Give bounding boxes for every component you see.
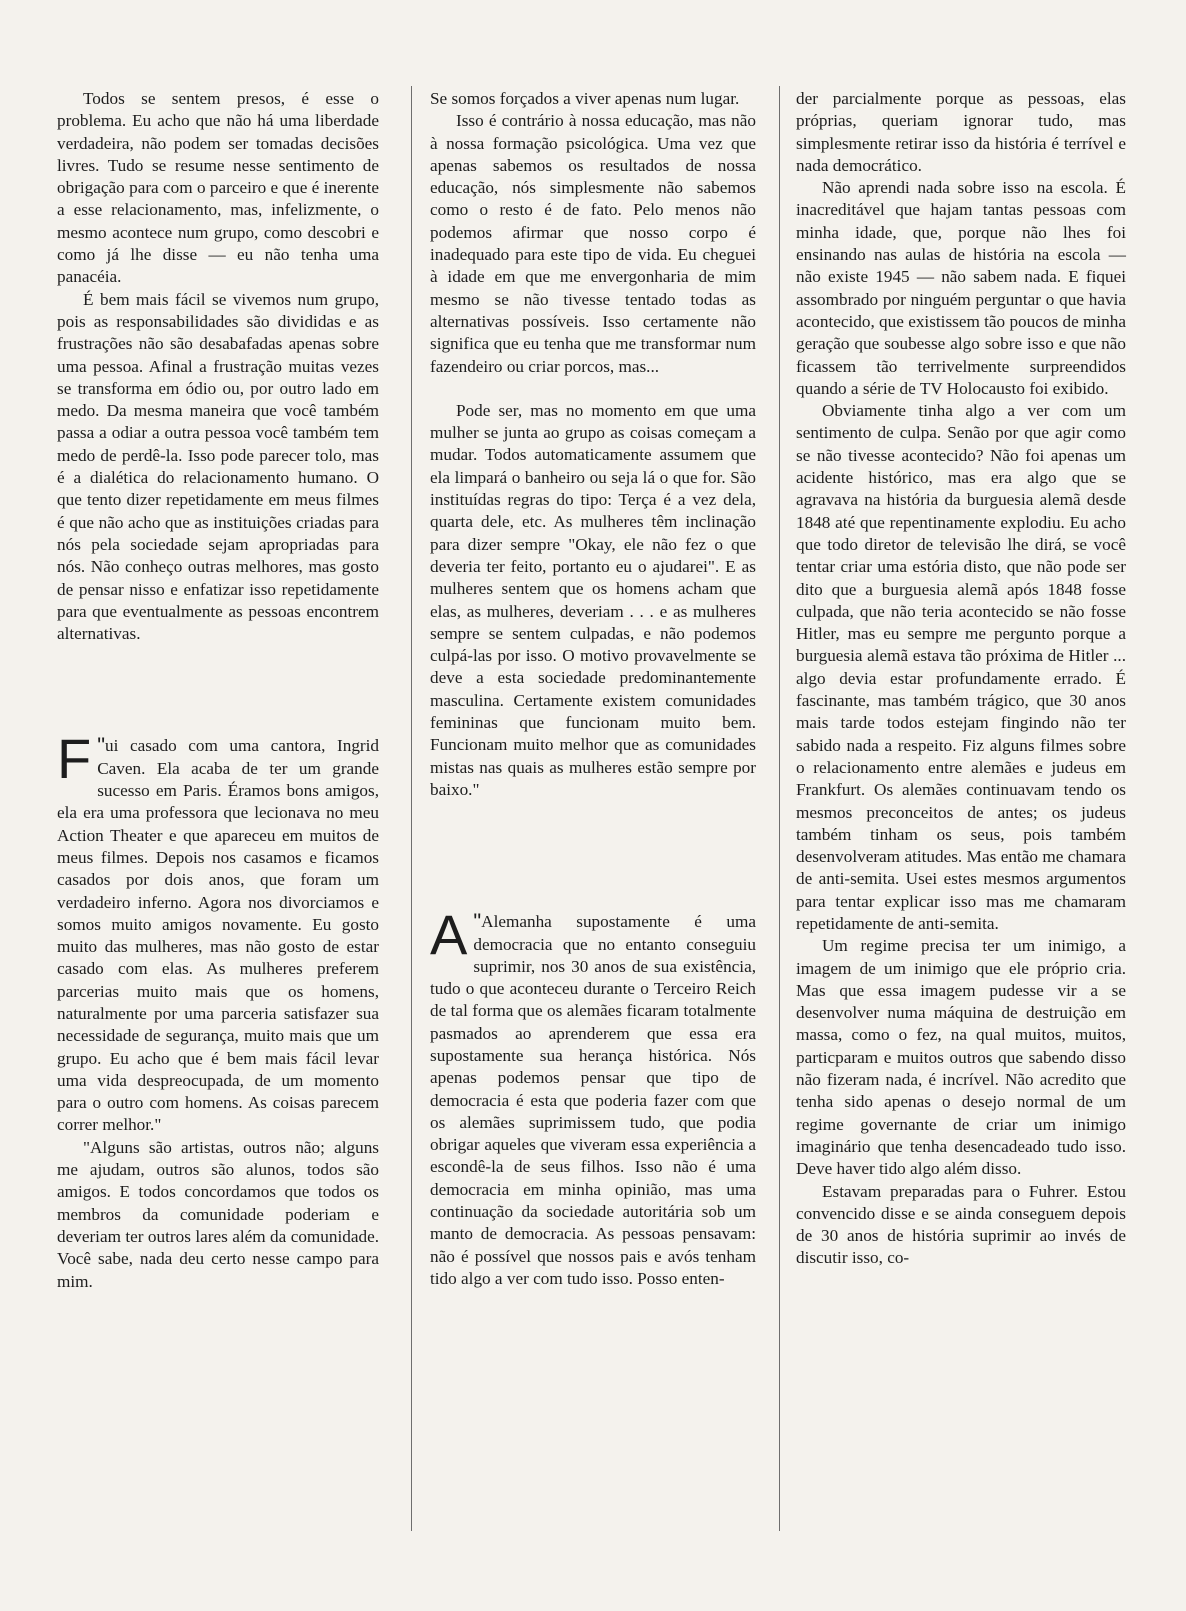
opening-quote-mark: " bbox=[473, 909, 482, 935]
text-column-2 bbox=[430, 88, 756, 1290]
text-column-1 bbox=[57, 88, 379, 1293]
column-divider-left bbox=[411, 86, 412, 1531]
paragraph: Obviamente tinha algo a ver com um sentimento de culpa. Senão por que agir como se não tivesse acontecido? Não foi apenas um acidente histórico, mas era algo que se agravava na história da burguesia alemã desde 1848 até que repentinamente explodiu. Eu acho que todo diretor de televisão lhe dirá, se você tentar criar uma estória disto, que não pode ser dito que a burguesia alemã após 1848 fosse culpada, que não teria acontecido se não fosse Hitler, mas eu sempre me pergunto porque a burguesia alemã estava tão próxima de Hitler ... algo devia estar profundamente errado. É fascinante, mas também trágico, que 30 anos mais tarde todos estejam fingindo não ter sabido nada a respeito. Fiz alguns filmes sobre o relacionamento entre alemães e judeus em Frankfurt. Os alemães continuavam tendo os mesmos preconceitos de antes; os judeus também tinham os seus, pois também desenvolveram atitudes. Mas então me chamara de anti-semita. Usei estes mesmos argumentos para tentar explicar isso mas me chamaram repetidamente de anti-semita. bbox=[796, 401, 1126, 933]
paragraph: Se somos forçados a viver apenas num lugar. bbox=[430, 89, 740, 108]
text-column-3 bbox=[796, 88, 1126, 1270]
opening-quote-mark: " bbox=[97, 733, 106, 759]
paragraph-text: Alemanha supostamente é uma democracia que no entanto conseguiu suprimir, nos 30 anos de sua existência, tudo o que aconteceu durante o Terceiro Reich de tal forma que os alemães ficaram totalmente pasmados ao aprenderem que essa era supostamente sua herança histórica. Nós apenas podemos pensar que tipo de democracia é esta que poderia fazer com que os alemães suprimissem tudo, que podia obrigar aqueles que viveram essa experiência a escondê-la de seus filhos. Isso não é uma democracia em minha opinião, mas uma continuação da sociedade autoritária sob um manto de democracia. As pessoas pensavam: não é possível que nossos pais e avós tenham tido algo a ver com tudo isso. Posso enten- bbox=[430, 912, 756, 1288]
paragraph-text: ui casado com uma cantora, Ingrid Caven. Ela acaba de ter um grande sucesso em Paris. Éramos bons amigos, ela era uma professora que lecionava no meu Action Theater e que apareceu em muitos de meus filmes. Depois nos casamos e ficamos casados por dois anos, que foram um verdadeiro inferno. Agora nos divorciamos e somos muito amigos novamente. Eu gosto muito das mulheres, mas não gosto de estar casado com elas. As mulheres preferem parcerias muito mais que os homens, naturalmente por uma parceria satisfazer sua necessidade de segurança, muito mais que um grupo. Eu acho que é bem mais fácil levar uma vida despreocupada, de um momento para o outro com homens. As coisas parecem correr melhor." bbox=[57, 736, 379, 1135]
paragraph: "Alguns são artistas, outros não; alguns me ajudam, outros são alunos, todos são amigos. E todos concordamos que todos os membros da comunidade poderiam e deveriam ter outros lares além da comunidade. Você sabe, nada deu certo nesse campo para mim. bbox=[57, 1137, 379, 1291]
paragraph: Não aprendi nada sobre isso na escola. É inacreditável que hajam tantas pessoas com minha idade, que, porque não lhes foi ensinando nas aulas de história na escola — não existe 1945 — não sabem nada. E fiquei assombrado por ninguém perguntar o que havia acontecido, que existissem tão poucos de minha geração que soubesse algo sobre isso e que não ficassem tão terrivelmente surpreendidos quando a série de TV Holocausto foi exibido. bbox=[796, 178, 1126, 398]
paragraph: Todos se sentem presos, é esse o problema. Eu acho que não há uma liberdade verdadeira, não podem ser tomadas decisões livres. Tudo se resume nesse sentimento de obrigação para com o parceiro e que é inerente a esse relacionamento, mas, infelizmente, o mesmo acontece num grupo, como descobri e como já lhe disse — eu não tenha uma panacéia. bbox=[57, 89, 379, 287]
paragraph: Pode ser, mas no momento em que uma mulher se junta ao grupo as coisas começam a mudar. Todos automaticamente assumem que ela limpará o banheiro ou seja lá o que for. São instituídas regras do tipo: Terça é a vez dela, quarta dele, etc. As mulheres têm inclinação para dizer sempre "Okay, ele não fez o que deveria ter feito, portanto eu o ajudarei". E as mulheres sentem que os homens acham que elas, as mulheres, deveriam . . . e as mulheres sempre se sentem culpadas, e não podemos culpá-las por isso. O motivo provavelmente se deve a esta sociedade predominantemente masculina. Certamente existem comunidades femininas que funcionam muito bem. Funcionam muito melhor que as comunidades mistas nas quais as mulheres estão sempre por baixo." bbox=[430, 400, 756, 799]
paragraph: Um regime precisa ter um inimigo, a imagem de um inimigo que ele próprio cria. Mas que essa imagem pudesse vir a se desenvolver numa máquina de destruição em massa, como o fez, na qual muitos, muitos, particparam e muitos outros que sabendo disso não fizeram nada, é incrível. Não acredito que tenha sido apenas o desejo normal de um regime governante de criar um inimigo imaginário que tenha desencadeado tudo isso. Deve haver tido algo além disso. bbox=[796, 936, 1126, 1179]
drop-cap-letter: F bbox=[57, 727, 92, 791]
paragraph-dropcap bbox=[57, 727, 379, 1136]
paragraph: der parcialmente porque as pessoas, elas próprias, queriam ignorar tudo, mas simplesmente retirar isso da história é terrível e nada democrático. bbox=[796, 89, 1126, 175]
paragraph: É bem mais fácil se vivemos num grupo, pois as responsabilidades são divididas e as frustrações não são desabafadas apenas sobre uma pessoa. Afinal a frustração muitas vezes se transforma em ódio ou, por outro lado em medo. Da mesma maneira que você também passa a odiar a outra pessoa você também tem medo de perdê-la. Isso pode parecer tolo, mas é a dialética do relacionamento humano. O que tento dizer repetidamente em meus filmes é que não acho que as instituições criadas para nós pela sociedade sejam apropriadas para nós. Não conheço outras melhores, mas gosto de pensar nisso e enfatizar isso repetidamente para que eventualmente as pessoas encontrem alternativas. bbox=[57, 289, 379, 644]
column-divider-right bbox=[779, 86, 780, 1531]
paragraph: Isso é contrário à nossa educação, mas não à nossa formação psicológica. Uma vez que apenas sabemos os resultados de nossa educação, nós simplesmente não sabemos como o resto é de fato. Pelo menos não podemos afirmar que nosso corpo é inadequado para este tipo de vida. Eu cheguei à idade em que me envergonharia de mim mesmo se não tivesse tentado todas as alternativas possíveis. Isso certamente não significa que eu tenha que me transformar num fazendeiro ou criar porcos, mas... bbox=[430, 111, 756, 376]
drop-cap-letter: A bbox=[430, 903, 468, 967]
paragraph-dropcap bbox=[430, 903, 756, 1290]
paragraph: Estavam preparadas para o Fuhrer. Estou convencido disse e se ainda conseguem depois de 30 anos de história suprimir ao invés de discutir isso, co- bbox=[796, 1181, 1126, 1268]
